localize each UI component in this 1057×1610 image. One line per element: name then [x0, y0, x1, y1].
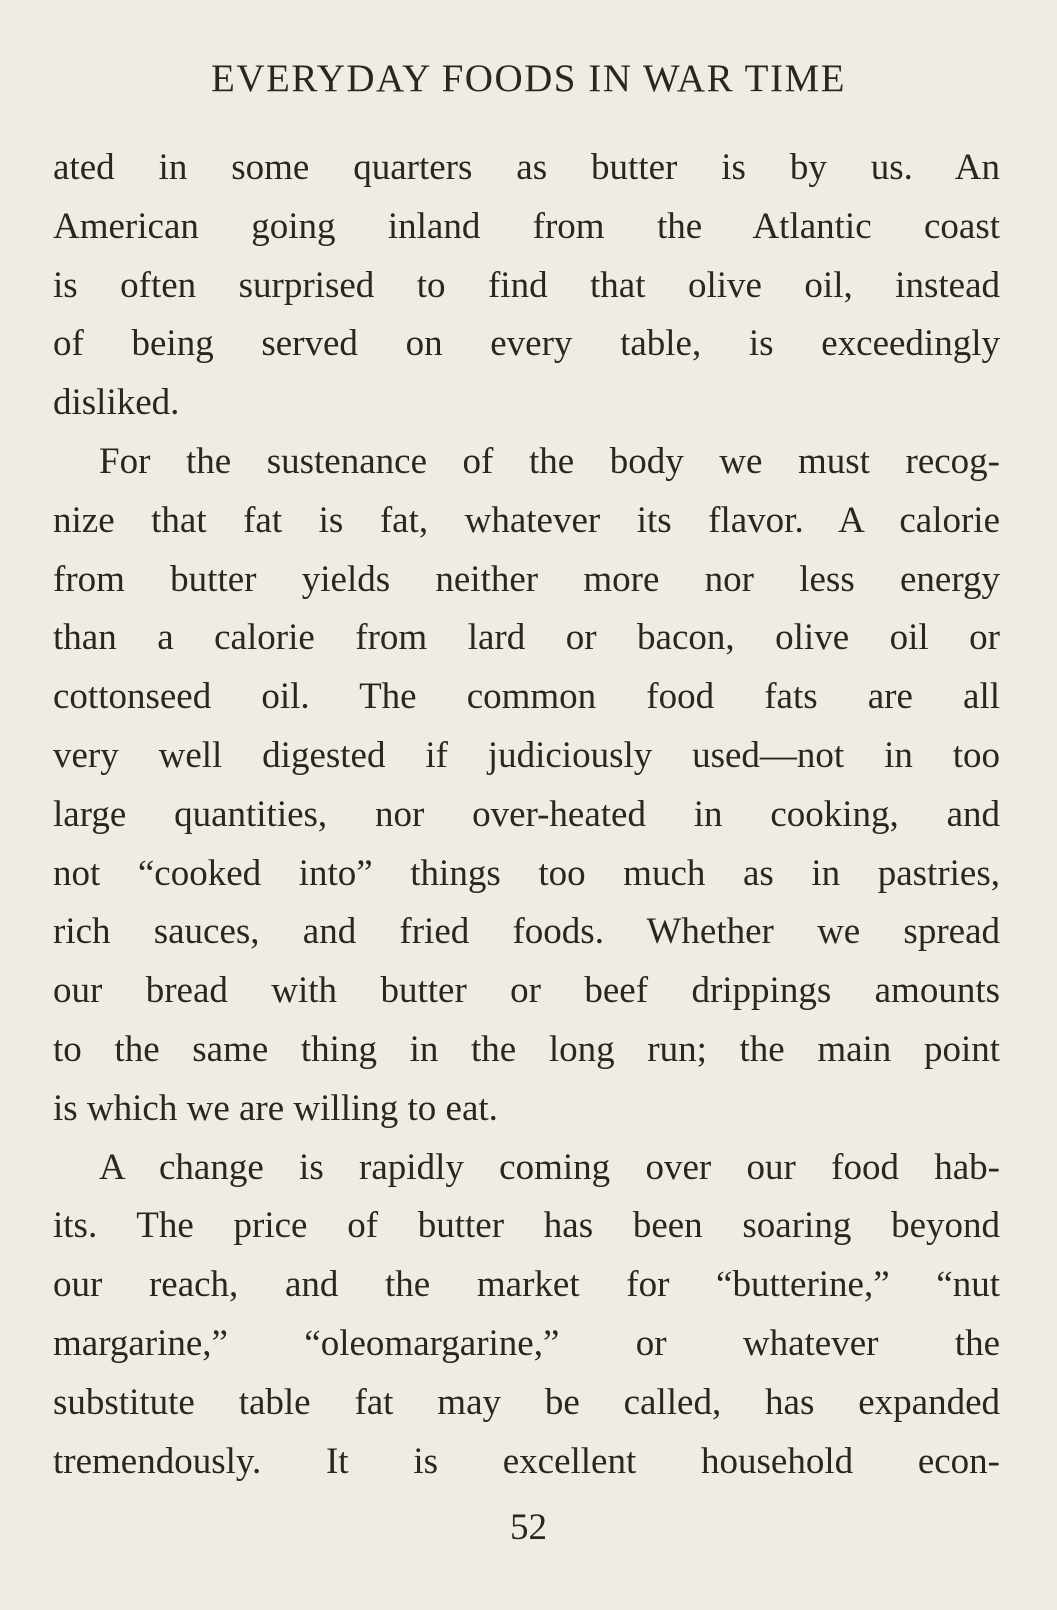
text-line: ated in some quarters as butter is by us. An	[53, 147, 1000, 188]
body-text	[53, 139, 1000, 1491]
text-line: A change is rapidly coming over our food hab-	[99, 1146, 1000, 1188]
text-line: tremendously. It is excellent household econ-	[53, 1440, 1000, 1482]
text-line: rich sauces, and fried foods. Whether we spread	[53, 911, 1000, 953]
text-line: disliked.	[53, 382, 180, 424]
text-line: is which we are willing to eat.	[53, 1087, 498, 1129]
text-line: to the same thing in the long run; the main point	[53, 1028, 1000, 1070]
text-line: from butter yields neither more nor less energy	[53, 558, 1000, 600]
text-line: American going inland from the Atlantic coast	[53, 205, 1000, 247]
paragraph	[53, 1139, 1000, 1492]
text-line: not “cooked into” things too much as in pastries,	[53, 852, 1000, 894]
text-line: cottonseed oil. The common food fats are all	[53, 676, 1000, 718]
text-line: of being served on every table, is exceedingly	[53, 323, 1000, 365]
text-line: very well digested if judiciously used—not in too	[53, 734, 1000, 776]
page-number: 52	[510, 1507, 547, 1548]
paragraph	[53, 139, 1000, 433]
text-line: is often surprised to find that olive oil, instead	[53, 264, 1000, 306]
text-line: its. The price of butter has been soaring beyond	[53, 1205, 1000, 1247]
text-line: For the sustenance of the body we must recog-	[99, 440, 1000, 482]
text-line: our bread with butter or beef drippings amounts	[53, 970, 1000, 1012]
running-head: EVERYDAY FOODS IN WAR TIME	[211, 57, 846, 100]
text-line: margarine,” “oleomargarine,” or whatever the	[53, 1322, 1000, 1364]
paragraph	[53, 433, 1000, 1139]
text-line: large quantities, nor over-heated in cooking, and	[53, 793, 1000, 835]
text-line: our reach, and the market for “butterine,” “nut	[53, 1264, 1000, 1306]
text-line: substitute table fat may be called, has expanded	[53, 1381, 1000, 1423]
text-line: than a calorie from lard or bacon, olive oil or	[53, 617, 1000, 659]
text-line: nize that fat is fat, whatever its flavor. A calorie	[53, 499, 1000, 541]
